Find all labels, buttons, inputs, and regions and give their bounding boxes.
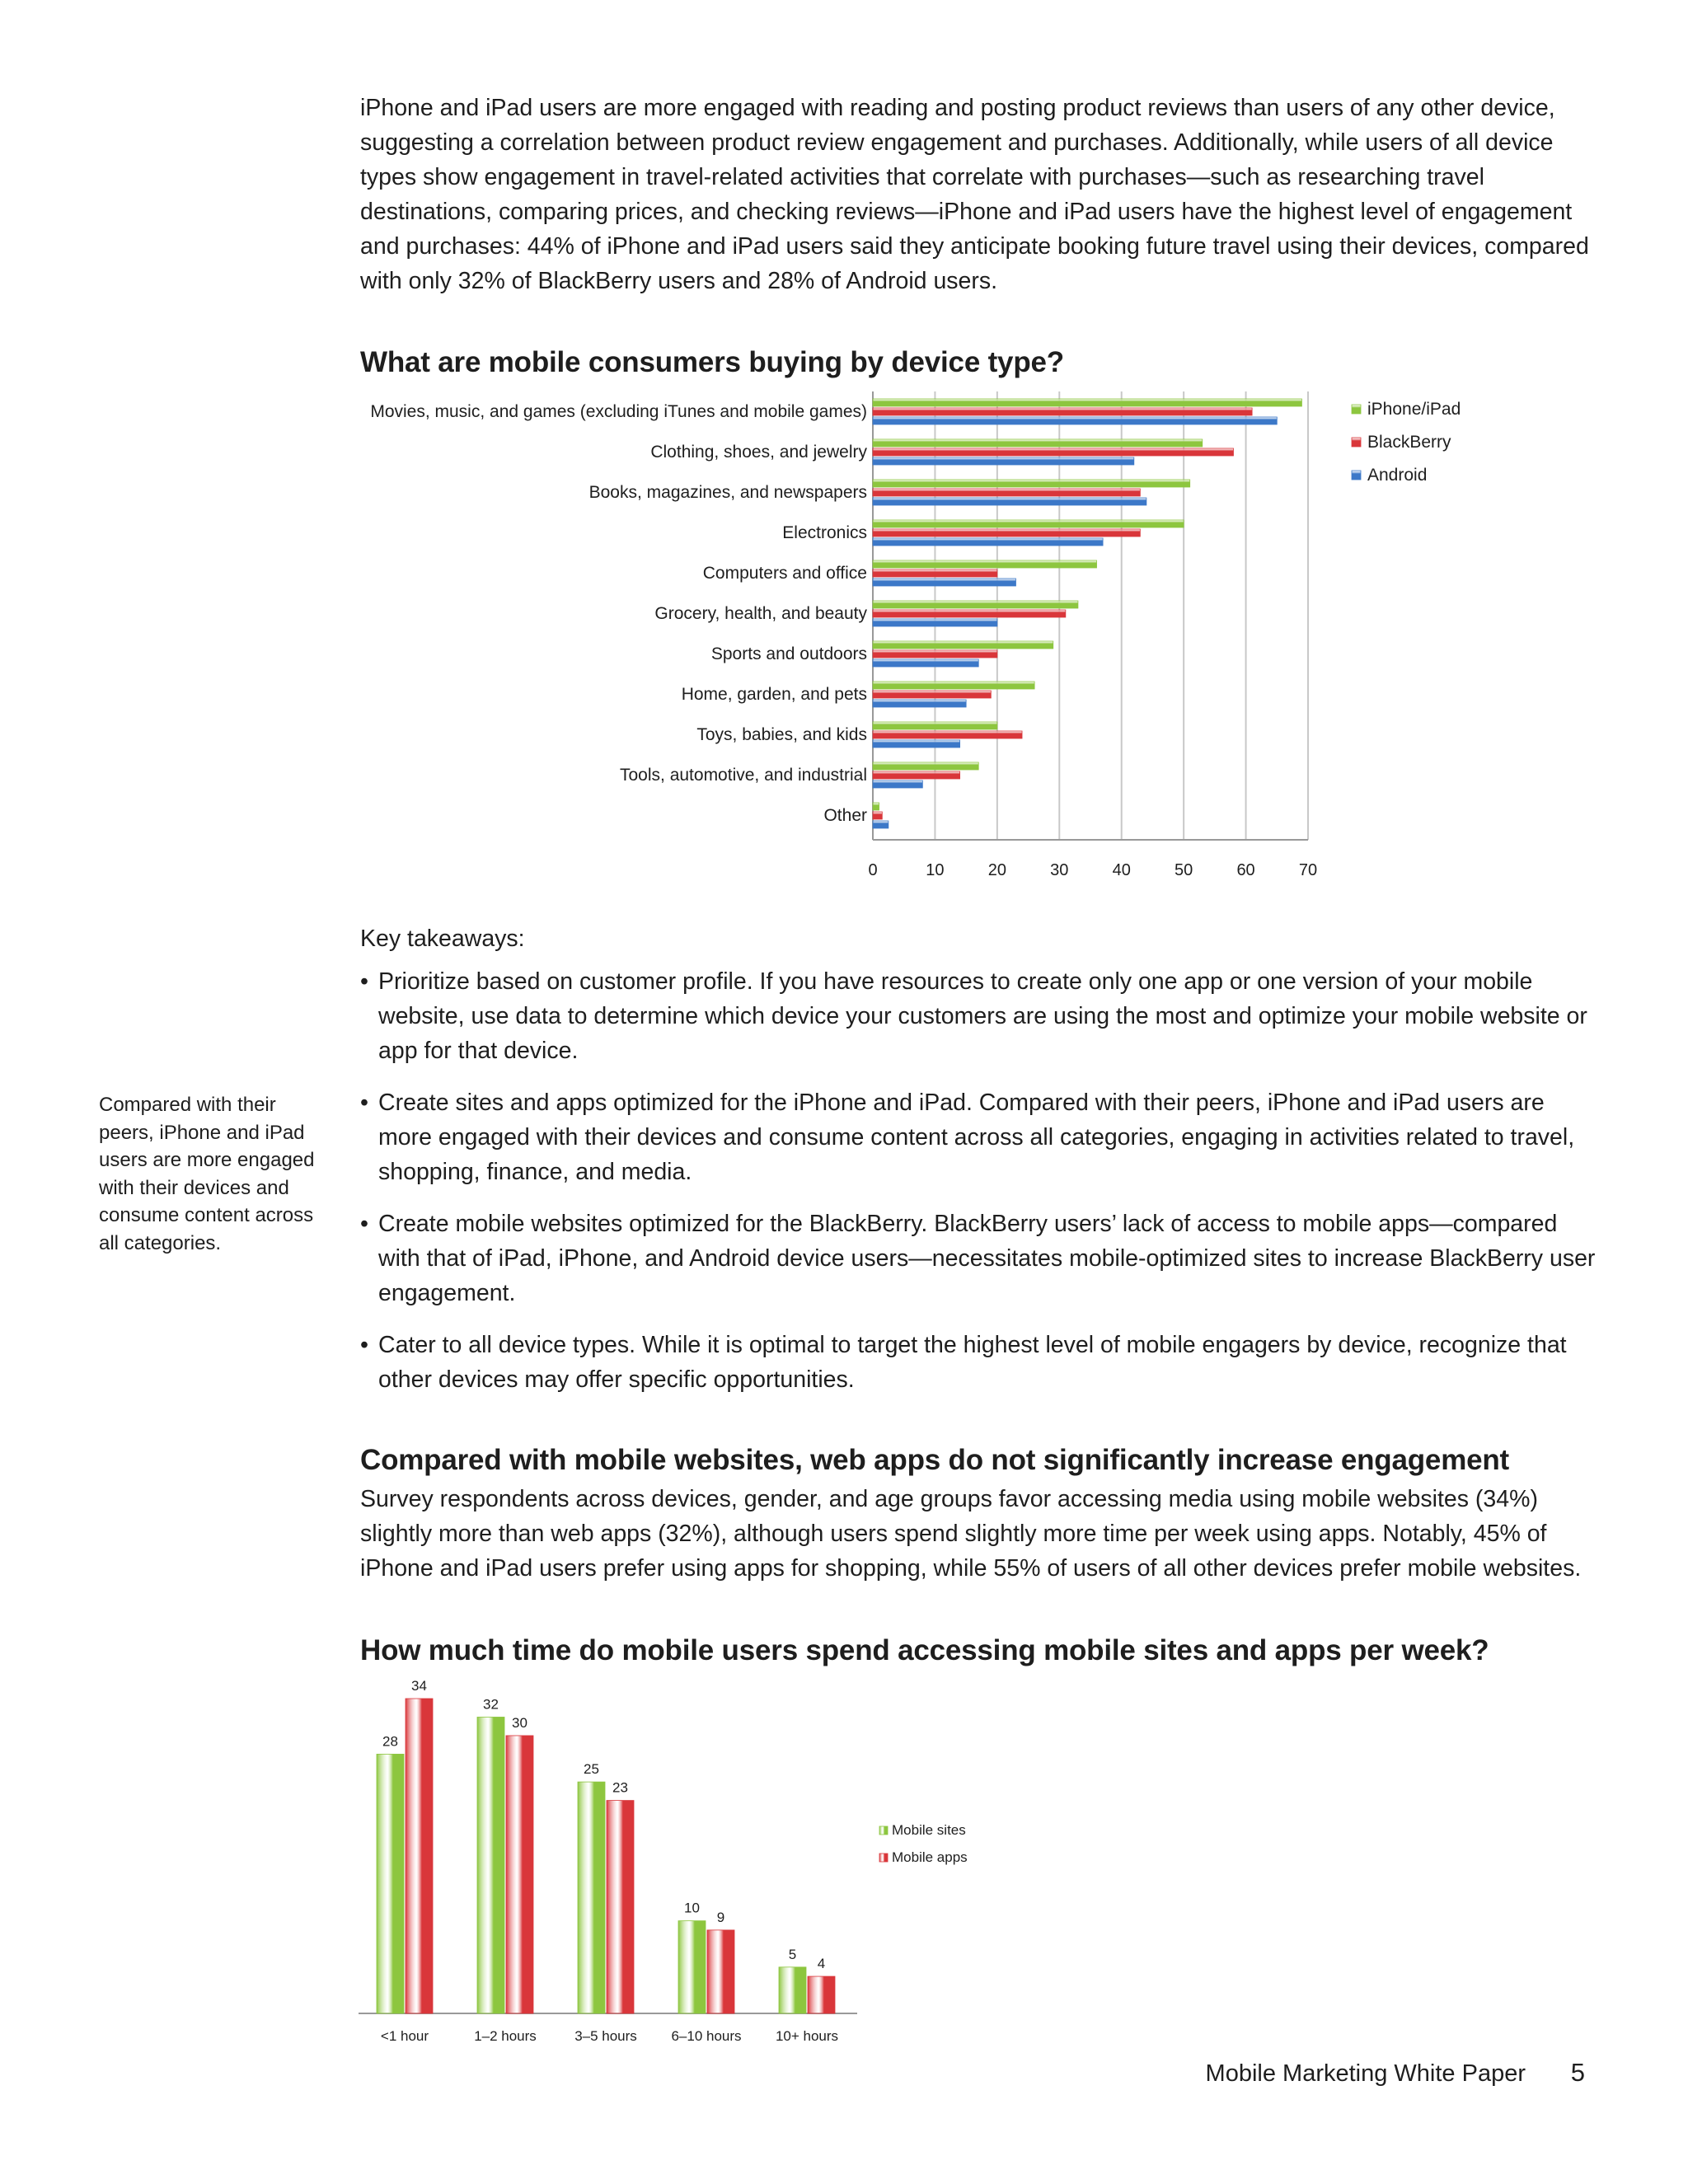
bullet-icon: • [360, 1090, 368, 1116]
category-label: Grocery, health, and beauty [654, 604, 867, 623]
data-label: 34 [411, 1678, 427, 1694]
category-label: 3–5 hours [574, 2028, 637, 2044]
bullet-icon: • [360, 968, 368, 995]
x-tick-label: 0 [868, 861, 878, 879]
bar-blackberry [873, 731, 1022, 738]
category-label: Toys, babies, and kids [696, 725, 867, 744]
bar-mobile-sites [578, 1782, 605, 2013]
bar-blackberry [873, 448, 1233, 456]
data-label: 10 [684, 1900, 700, 1916]
x-tick-label: 20 [987, 861, 1006, 879]
takeaways-list [360, 964, 1597, 1414]
legend-label: BlackBerry [1367, 433, 1451, 452]
bar-android [873, 821, 889, 828]
category-label: 10+ hours [775, 2028, 839, 2044]
bar-iphone-ipad [873, 601, 1078, 608]
chart-heading-purchases: What are mobile consumers buying by device type? [360, 346, 1064, 378]
bar-blackberry [873, 489, 1140, 496]
section-heading-webapps: Compared with mobile websites, web apps do not significantly increase engagement [360, 1444, 1510, 1476]
bar-android [873, 700, 966, 707]
purchases-by-device-chart [360, 387, 1514, 894]
category-label: Clothing, shoes, and jewelry [650, 443, 867, 462]
bar-blackberry [873, 650, 997, 658]
takeaway-text: Create sites and apps optimized for the iPhone and iPad. Compared with their peers, iPhone and iPad users are more engaged with their devices and consume content across all categories, engaging in activities related to travel, shopping, finance, and media. [378, 1090, 1575, 1185]
bar-mobile-apps [406, 1699, 433, 2013]
bar-blackberry [873, 569, 997, 577]
bar-iphone-ipad [873, 560, 1097, 568]
sidebar-note: Compared with their peers, iPhone and iPad users are more engaged with their devices and consume content across all categories. [99, 1094, 315, 1254]
x-tick-label: 50 [1175, 861, 1193, 879]
data-label: 5 [788, 1946, 797, 1962]
bar-mobile-sites [678, 1921, 706, 2013]
category-label: 6–10 hours [671, 2028, 742, 2044]
chart-heading-time: How much time do mobile users spend accessing mobile sites and apps per week? [360, 1634, 1489, 1666]
bar-blackberry [873, 691, 991, 698]
bar-blackberry [873, 610, 1066, 617]
category-label: Sports and outdoors [710, 644, 867, 663]
bar-mobile-apps [707, 1930, 734, 2013]
bar-android [873, 457, 1134, 465]
legend-label: Mobile apps [892, 1849, 968, 1865]
bar-iphone-ipad [873, 480, 1190, 487]
category-label: Books, magazines, and newspapers [588, 483, 867, 502]
category-label: Home, garden, and pets [681, 685, 867, 704]
bar-iphone-ipad [873, 641, 1053, 649]
takeaway-item [360, 1328, 1597, 1397]
x-tick-label: 30 [1050, 861, 1069, 879]
data-label: 25 [584, 1761, 599, 1778]
data-label: 32 [483, 1696, 499, 1713]
takeaway-text: Prioritize based on customer profile. If you have resources to create only one app or one version of your mobile website, use data to determine which device your customers are using the most and optimize your mobile website or app for that device. [378, 968, 1587, 1064]
x-tick-label: 60 [1236, 861, 1255, 879]
bullet-icon: • [360, 1211, 368, 1237]
bar-android [873, 498, 1146, 505]
page-number: 5 [1570, 2058, 1585, 2087]
data-label: 4 [817, 1956, 826, 1972]
category-label: Computers and office [702, 564, 867, 583]
bar-mobile-apps [808, 1976, 835, 2013]
category-label: Tools, automotive, and industrial [620, 766, 867, 785]
takeaway-item [360, 964, 1597, 1068]
bar-mobile-apps [607, 1801, 634, 2013]
legend-swatch [1352, 438, 1361, 447]
category-label: 1–2 hours [474, 2028, 537, 2044]
legend-swatch [879, 1854, 888, 1862]
takeaway-text: Create mobile websites optimized for the BlackBerry. BlackBerry users’ lack of access to mobile apps—compared with that of iPad, iPhone, and Android device users—necessitates mobile-optimized sites to increase BlackBerry user engagement. [378, 1211, 1596, 1306]
x-tick-label: 70 [1298, 861, 1318, 879]
webapps-paragraph: Survey respondents across devices, gender, and age groups favor accessing media using mobile websites (34%) slightly more than web apps (32%), although users spend slightly more time per week using apps. Notably, 45% of iPhone and iPad users prefer using apps for shopping, while 55% of users of all other devices prefer mobile websites. [360, 1486, 1582, 1582]
key-takeaways-label: Key takeaways: [360, 926, 525, 952]
legend-swatch [879, 1826, 888, 1835]
legend-label: Mobile sites [892, 1822, 966, 1838]
takeaway-item [360, 1207, 1597, 1310]
legend-label: iPhone/iPad [1367, 400, 1461, 419]
data-label: 28 [382, 1733, 398, 1750]
bar-mobile-sites [477, 1717, 504, 2013]
bar-android [873, 619, 997, 626]
category-label: <1 hour [380, 2028, 429, 2044]
bar-iphone-ipad [873, 399, 1301, 406]
data-label: 30 [512, 1714, 528, 1731]
bullet-icon: • [360, 1332, 368, 1358]
bar-iphone-ipad [873, 682, 1034, 689]
bar-android [873, 740, 960, 748]
bar-android [873, 579, 1015, 586]
takeaway-text: Cater to all device types. While it is optimal to target the highest level of mobile engagers by device, recognize that other devices may offer specific opportunities. [378, 1332, 1567, 1393]
data-label: 23 [612, 1779, 628, 1796]
bar-mobile-sites [779, 1967, 806, 2013]
bar-blackberry [873, 812, 882, 819]
bar-iphone-ipad [873, 722, 997, 729]
legend-swatch [1352, 405, 1361, 414]
legend-label: Android [1367, 466, 1428, 485]
bar-iphone-ipad [873, 439, 1203, 447]
bar-blackberry [873, 529, 1140, 537]
bar-iphone-ipad [873, 520, 1184, 527]
bar-mobile-sites [377, 1754, 404, 2013]
bar-android [873, 659, 978, 667]
bar-blackberry [873, 408, 1252, 415]
legend-swatch [1352, 471, 1361, 480]
bar-blackberry [873, 771, 960, 779]
x-tick-label: 10 [926, 861, 945, 879]
bar-android [873, 417, 1277, 424]
bar-android [873, 538, 1103, 546]
takeaway-item [360, 1085, 1597, 1189]
bar-iphone-ipad [873, 762, 978, 770]
intro-paragraph: iPhone and iPad users are more engaged with reading and posting product reviews than users of any other device, suggesting a correlation between product review engagement and purchases. Additionally, while users of all device types show engagement in travel-related activities that correlate with purchases—such as researching travel destinations, comparing prices, and checking reviews—iPhone and iPad users have the highest level of engagement and purchases: 44% of iPhone and iPad users said they anticipate booking future travel using their devices, compared with only 32% of BlackBerry users and 28% of Android users. [360, 95, 1589, 294]
time-spent-chart [354, 1669, 1014, 2056]
x-tick-label: 40 [1112, 861, 1131, 879]
bar-android [873, 780, 922, 788]
category-label: Other [823, 806, 867, 825]
footer-title: Mobile Marketing White Paper [1205, 2060, 1526, 2087]
category-label: Movies, music, and games (excluding iTunes and mobile games) [370, 402, 867, 421]
bar-iphone-ipad [873, 803, 879, 810]
bar-mobile-apps [506, 1736, 533, 2013]
category-label: Electronics [782, 523, 867, 542]
data-label: 9 [716, 1909, 725, 1925]
